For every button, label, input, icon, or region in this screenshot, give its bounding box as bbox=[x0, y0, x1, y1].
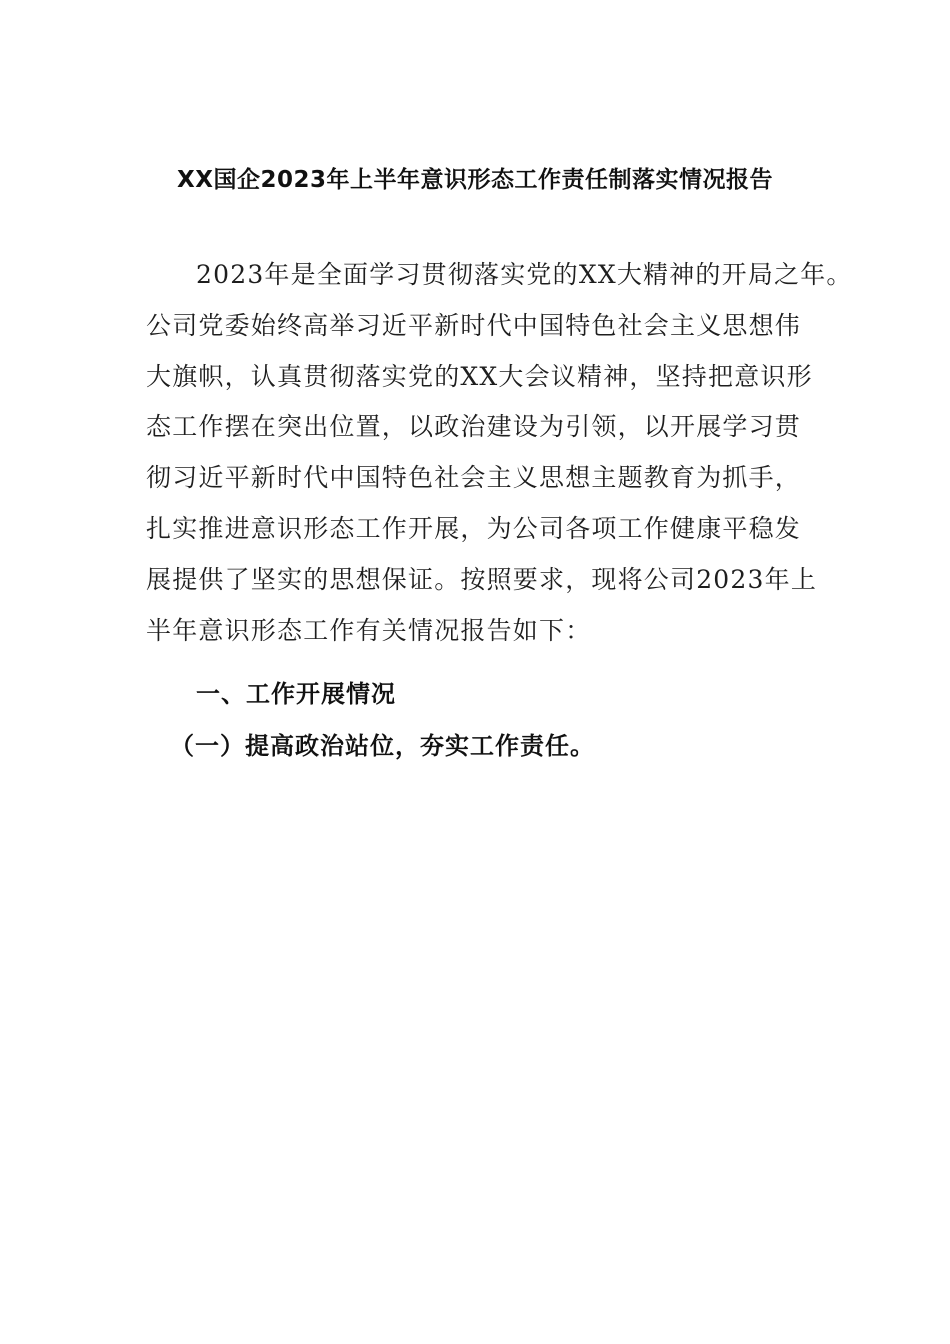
paragraph-line: 态工作摆在突出位置，以政治建设为引领，以开展学习贯 bbox=[146, 412, 802, 442]
paragraph-line: 扎实推进意识形态工作开展，为公司各项工作健康平稳发 bbox=[146, 513, 802, 543]
paragraph-line: 公司党委始终高举习近平新时代中国特色社会主义思想伟 bbox=[146, 310, 802, 340]
paragraph-line: 大旗帜，认真贯彻落实党的XX大会议精神，坚持把意识形 bbox=[146, 361, 813, 391]
subsection-heading: （一）提高政治站位，夯实工作责任。 bbox=[170, 732, 595, 760]
paragraph-line: 展提供了坚实的思想保证。按照要求，现将公司2023年上 bbox=[146, 564, 818, 594]
intro-paragraph bbox=[146, 250, 853, 656]
document-title: XX国企2023年上半年意识形态工作责任制落实情况报告 bbox=[177, 167, 773, 193]
section-heading: 一、工作开展情况 bbox=[196, 680, 396, 708]
paragraph-line: 2023年是全面学习贯彻落实党的XX大精神的开局之年。 bbox=[196, 260, 853, 289]
paragraph-line: 半年意识形态工作有关情况报告如下： bbox=[146, 615, 592, 645]
paragraph-line: 彻习近平新时代中国特色社会主义思想主题教育为抓手， bbox=[146, 463, 802, 493]
